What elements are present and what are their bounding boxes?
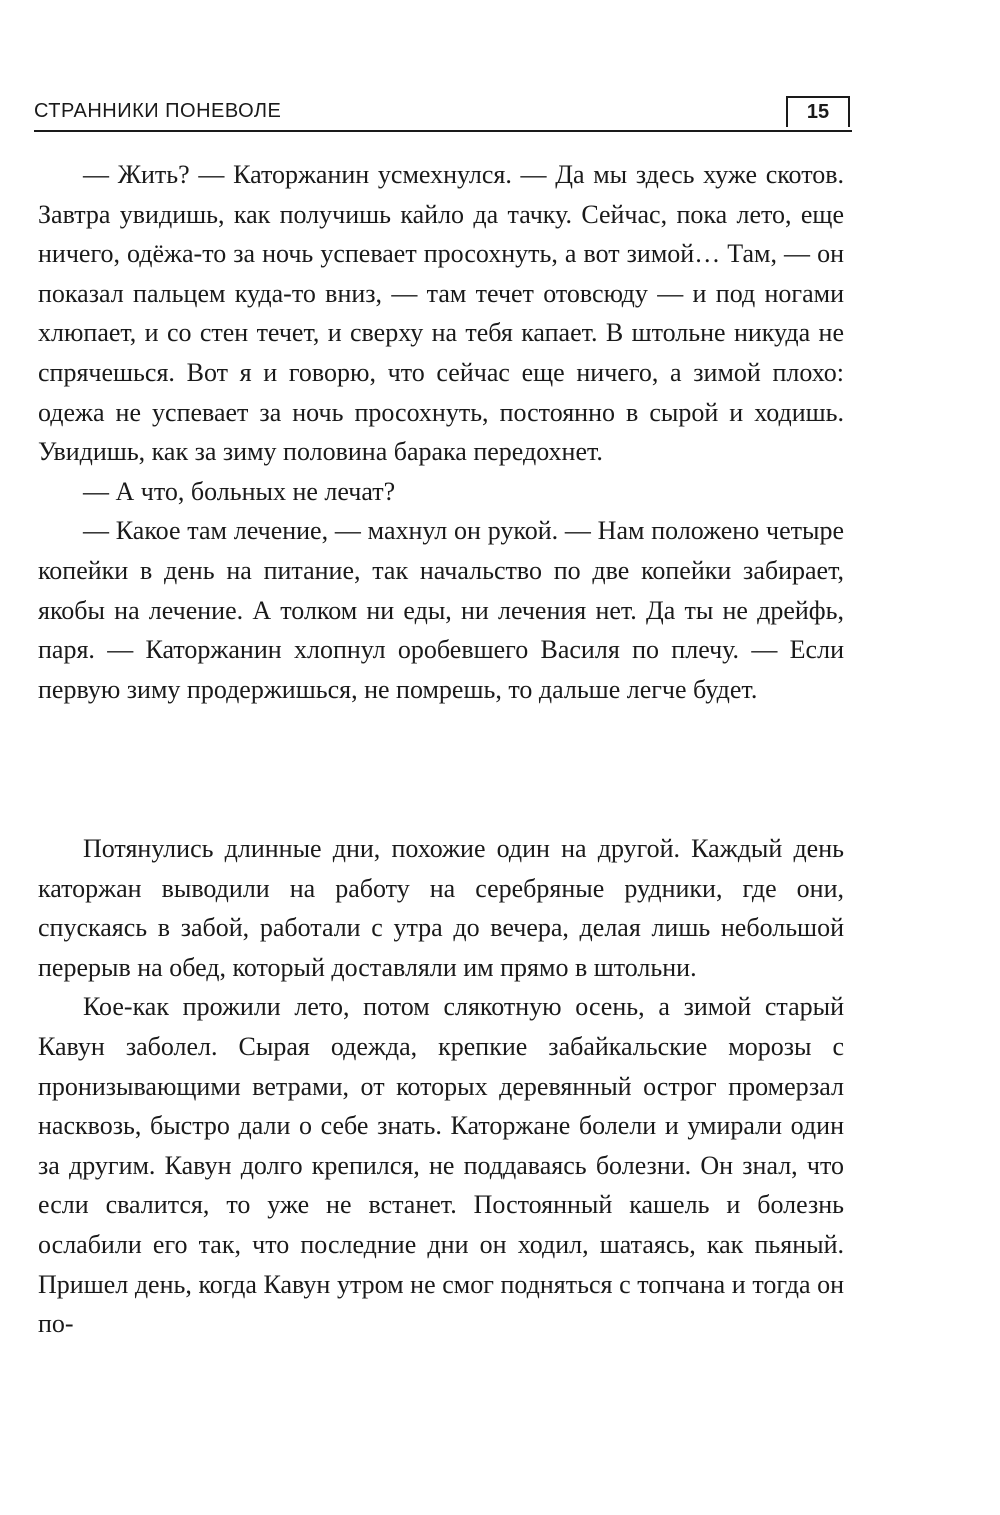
paragraph-narrative-1: Потянулись длинные дни, похожие один на другой. Каждый день каторжан выводили на работу на серебряные рудники, где они, спускаясь в забой, работали с утра до вечера, делая лишь небольшой перерыв на обед, который доставляли им прямо в штольни.	[38, 834, 844, 982]
paragraph-dialogue-2: — А что, больных не лечат?	[83, 476, 396, 506]
paragraph-dialogue-3: — Какое там лечение, — махнул он рукой. — Нам положено четыре копейки в день на питание, так начальство по две копейки забирает, якобы на лечение. А толком ни еды, ни лечения нет. Да ты не дрейфь, паря. — Каторжанин хлопнул оробевшего Василя по плечу. — Если первую зиму продержишься, не помрешь, то дальше легче будет.	[38, 516, 844, 704]
page-number: 15	[786, 96, 850, 127]
paragraph-dialogue-1: — Жить? — Каторжанин усмехнулся. — Да мы здесь хуже скотов. Завтра увидишь, как получишь кайло да тачку. Сейчас, пока лето, еще ничего, одёжа-то за ночь успевает просохнуть, а вот зимой… Там, — он показал пальцем куда-то вниз, — там течет отовсюду — и под ногами хлюпает, и со стен течет, и сверху на тебя капает. В штольне никуда не спрячешься. Вот я и говорю, что сейчас еще ничего, а зимой плохо: одежа не успевает за ночь просохнуть, постоянно в сырой и ходишь. Увидишь, как за зиму половина барака передохнет.	[38, 160, 844, 467]
narrative-section	[38, 829, 844, 1344]
running-title: СТРАННИКИ ПОНЕВОЛЕ	[34, 100, 282, 122]
dialogue-section	[38, 155, 844, 709]
running-header	[34, 96, 852, 132]
paragraph-narrative-2: Кое-как прожили лето, потом слякотную осень, а зимой старый Кавун заболел. Сырая одежда, крепкие забайкальские морозы с пронизывающими ветрами, от которых деревянный острог промерзал насквозь, быстро дали о себе знать. Каторжане болели и умирали один за другим. Кавун долго крепился, не поддаваясь болезни. Он знал, что если свалится, то уже не встанет. Постоянный кашель и болезнь ослабили его так, что последние дни он ходил, шатаясь, как пьяный. Пришел день, когда Кавун утром не смог подняться с топчана и тогда он по-	[38, 992, 844, 1339]
